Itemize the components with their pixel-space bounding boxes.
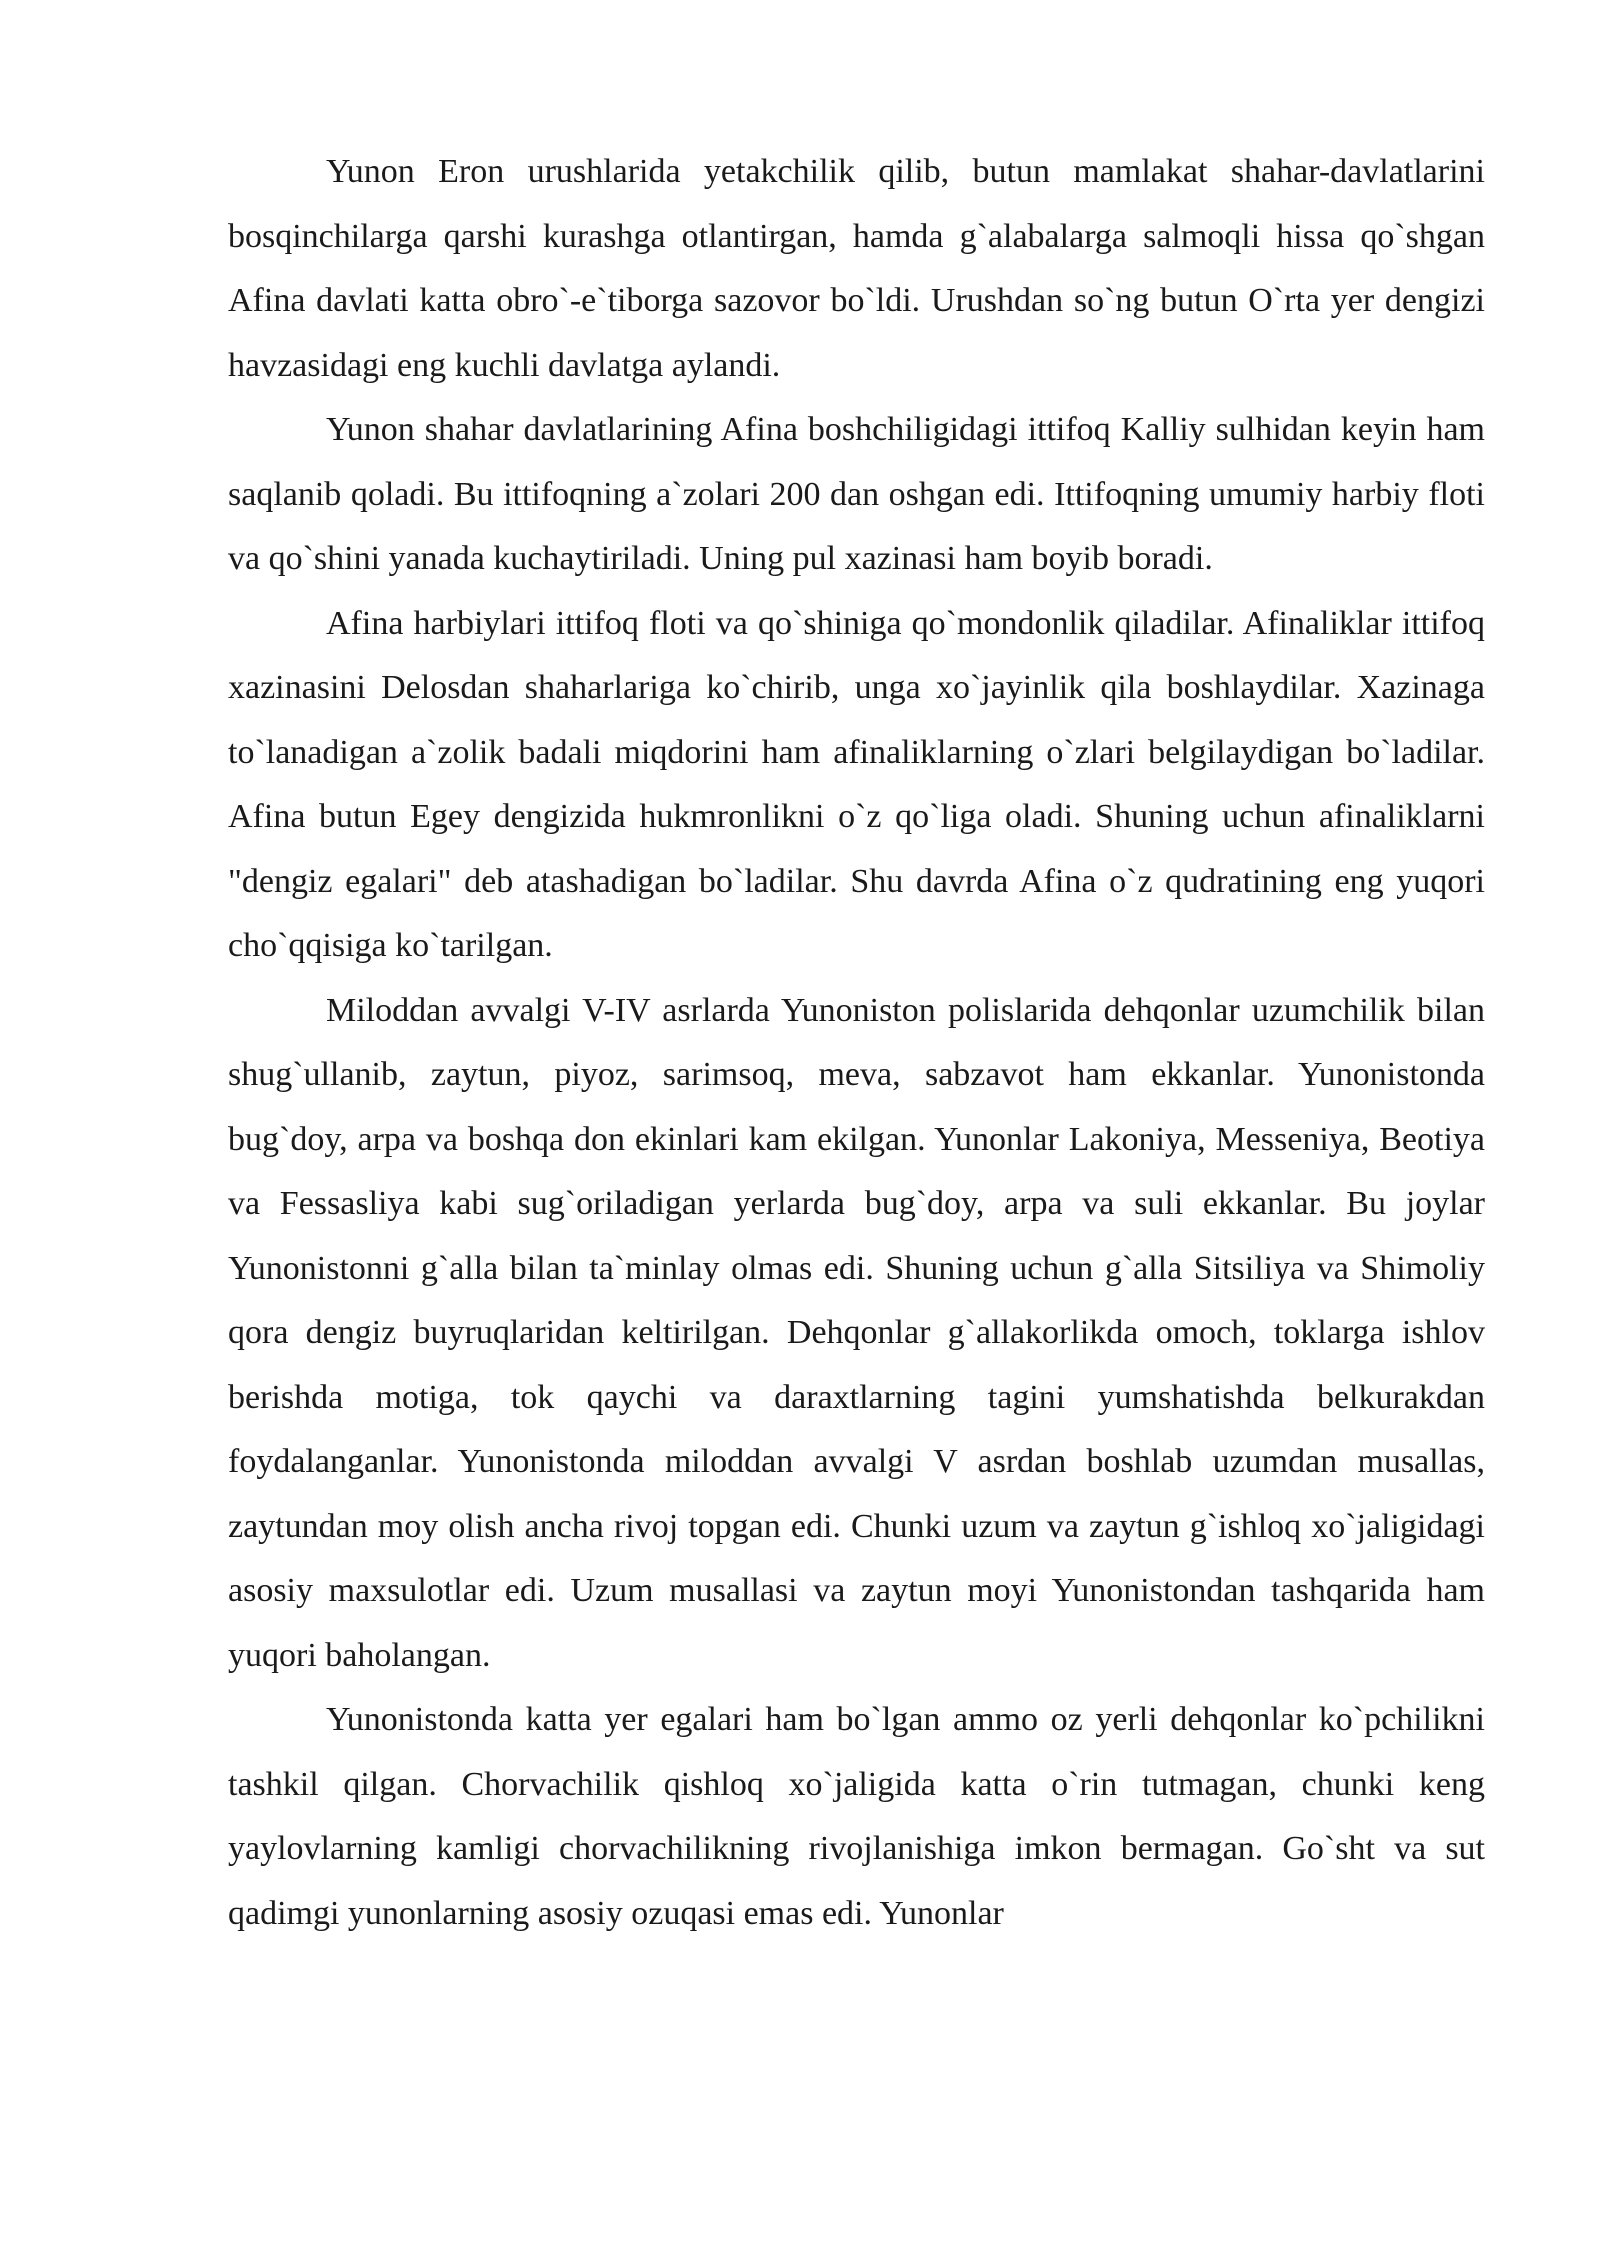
paragraph-athenian-alliance: Yunon shahar davlatlarining Afina boshchiligidagi ittifoq Kalliy sulhidan keyin ham saqlanib qoladi. Bu ittifoqning a`zolari 200 dan oshgan edi. Ittifoqning umumiy harbiy floti va qo`shini yanada kuchaytiriladi. Uning pul xazinasi ham boyib boradi.	[228, 411, 1485, 577]
paragraph-athenian-hegemony: Afina harbiylari ittifoq floti va qo`shiniga qo`mondonlik qiladilar. Afinaliklar ittifoq xazinasini Delosdan shaharlariga ko`chirib, unga xo`jayinlik qila boshlaydilar. Xazinaga to`lanadigan a`zolik badali miqdorini ham afinaliklarning o`zlari belgilaydigan bo`ladilar. Afina butun Egey dengizida hukmronlikni o`z qo`liga oladi. Shuning uchun afinaliklarni "dengiz egalari" deb atashadigan bo`ladilar. Shu davrda Afina o`z qudratining eng yuqori cho`qqisiga ko`tarilgan.	[228, 604, 1485, 964]
paragraph-landowners: Yunonistonda katta yer egalari ham bo`lgan ammo oz yerli dehqonlar ko`pchilikni tashkil qilgan. Chorvachilik qishloq xo`jaligida katta o`rin tutmagan, chunki keng yaylovlarning kamligi chorvachilikning rivojlanishiga imkon bermagan. Go`sht va sut qadimgi yunonlarning asosiy ozuqasi emas edi. Yunonlar	[228, 1701, 1485, 1932]
paragraph-greco-persian-wars: Yunon Eron urushlarida yetakchilik qilib, butun mamlakat shahar-davlatlarini bosqinchilarga qarshi kurashga otlantirgan, hamda g`alabalarga salmoqli hissa qo`shgan Afina davlati katta obro`-e`tiborga sazovor bo`ldi. Urushdan so`ng butun O`rta yer dengizi havzasidagi eng kuchli davlatga aylandi.	[228, 153, 1485, 384]
document-page	[228, 140, 1485, 1946]
paragraph-agriculture: Miloddan avvalgi V-IV asrlarda Yunoniston polislarida dehqonlar uzumchilik bilan shug`ullanib, zaytun, piyoz, sarimsoq, meva, sabzavot ham ekkanlar. Yunonistonda bug`doy, arpa va boshqa don ekinlari kam ekilgan. Yunonlar Lakoniya, Messeniya, Beotiya va Fessasliya kabi sug`oriladigan yerlarda bug`doy, arpa va suli ekkanlar. Bu joylar Yunonistonni g`alla bilan ta`minlay olmas edi. Shuning uchun g`alla Sitsiliya va Shimoliy qora dengiz buyruqlaridan keltirilgan. Dehqonlar g`allakorlikda omoch, toklarga ishlov berishda motiga, tok qaychi va daraxtlarning tagini yumshatishda belkurakdan foydalanganlar. Yunonistonda miloddan avvalgi V asrdan boshlab uzumdan musallas, zaytundan moy olish ancha rivoj topgan edi. Chunki uzum va zaytun g`ishloq xo`jaligidagi asosiy maxsulotlar edi. Uzum musallasi va zaytun moyi Yunonistondan tashqarida ham yuqori baholangan.	[228, 991, 1485, 1674]
